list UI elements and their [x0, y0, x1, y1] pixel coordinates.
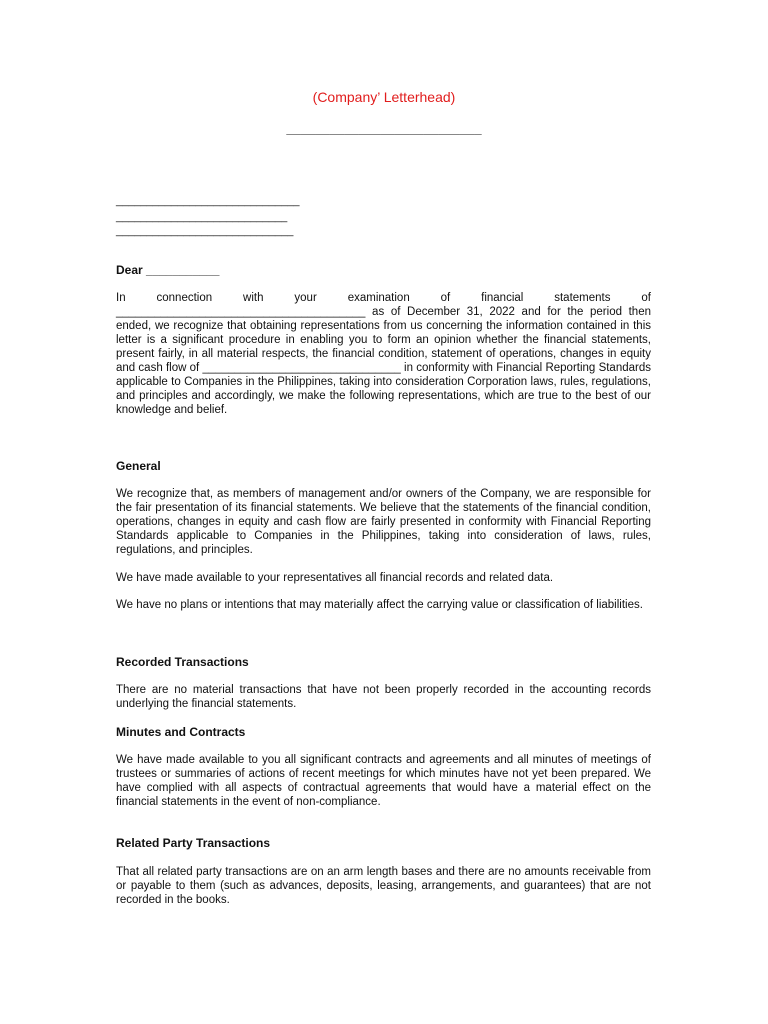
company-letterhead: (Company’ Letterhead) [312, 89, 456, 105]
general-paragraph-1: We recognize that, as members of management and/or owners of the Company, we are responsible for the fair presentation of its financial statements. We believe that the statements of the financial condition, operations, changes in equity and cash flow are fairly presented in conformity with Financial Reporting Standards applicable to Companies in the Philippines, taking into consideration of laws, rules, regulations, and principles. [116, 488, 651, 556]
minutes-and-contracts-paragraph: We have made available to you all significant contracts and agreements and all minutes of meetings of trustees or summaries of actions of recent meetings for which minutes have not yet been prepared. We have complied with all aspects of contractual agreements that would have a material effect on the financial statements in the event of non-compliance. [116, 754, 651, 808]
recorded-transactions-paragraph: There are no material transactions that have not been properly recorded in the accounting records underlying the financial statements. [116, 684, 651, 710]
general-paragraph-3: We have no plans or intentions that may materially affect the carrying value or classification of liabilities. [116, 599, 643, 611]
general-paragraph-2: We have made available to your representatives all financial records and related data. [116, 572, 554, 584]
intro-paragraph: In connection with your examination of financial statements of _______________________________________ as of December 31, 2022 and for the period then ended, we recognize that obtaining representations from us concerning the information contained in this letter is a significant procedure in enabling you to form an opinion whether the financial statements, present fairly, in all material respects, the financial condition, statement of operations, changes in equity and cash flow of _______________________________ in conformity with Financial Reporting Standards applicable to Companies in the Philippines, taking into consideration Corporation laws, rules, regulations, and principles and accordingly, we make the following representations, which are true to the best of our knowledge and belief. [116, 292, 651, 416]
addressee-line-2: ____________________________ [116, 211, 288, 223]
addressee-line-1: ______________________________ [116, 195, 300, 207]
date-placeholder: ___________________________ [286, 121, 482, 136]
related-party-transactions-paragraph: That all related party transactions are on an arm length bases and there are no amounts receivable from or payable to them (such as advances, deposits, leasing, arrangements, and guarantees) that are not recorded in the books. [116, 866, 651, 906]
section-heading-minutes-and-contracts: Minutes and Contracts [116, 725, 246, 739]
section-heading-general: General [116, 459, 161, 473]
addressee-line-3: _____________________________ [116, 225, 294, 237]
salutation: Dear ___________ [116, 263, 220, 277]
section-heading-related-party-transactions: Related Party Transactions [116, 836, 271, 850]
section-heading-recorded-transactions: Recorded Transactions [116, 655, 249, 669]
